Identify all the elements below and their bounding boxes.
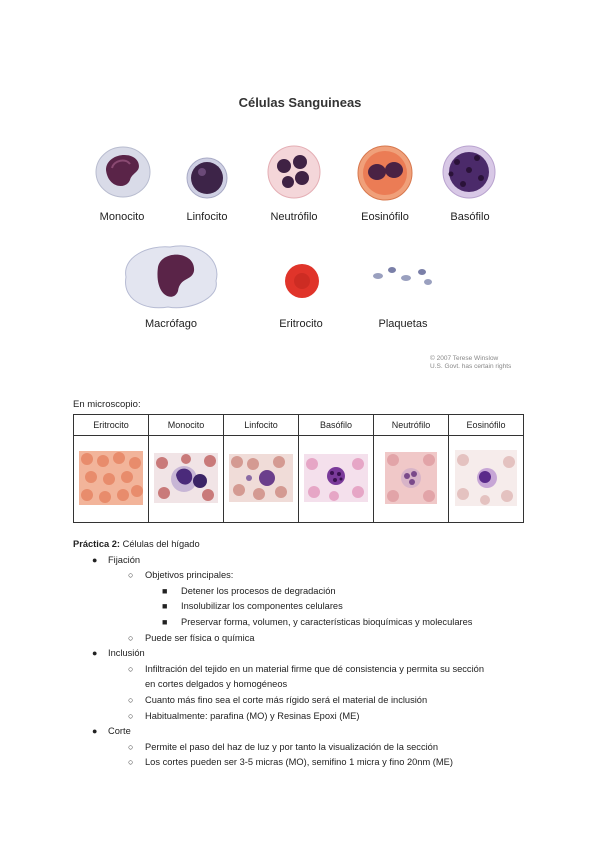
label-macrofago: Macrófago <box>145 318 197 330</box>
basophil-illustration <box>441 144 497 200</box>
header-monocito: Monocito <box>149 415 224 436</box>
list-item: ● Inclusión <box>73 646 543 662</box>
bullet-icon: ● <box>92 554 98 565</box>
micrograph-neutrofilo <box>374 436 449 523</box>
list-item: ○ Permite el paso del haz de luz y por tanto la visualización de la sección <box>73 740 543 756</box>
figure-title: Células Sanguineas <box>238 95 362 110</box>
label-linfocito: Linfocito <box>186 211 228 223</box>
bullet-icon: ● <box>92 726 98 737</box>
list-item-continuation: en cortes delgados y homogéneos <box>145 679 288 690</box>
eosinophil-illustration <box>356 144 414 202</box>
practice-title: Práctica 2: Células del hígado <box>73 539 200 549</box>
platelets-illustration <box>370 262 436 288</box>
circle-bullet-icon: ○ <box>128 663 134 674</box>
list-item: ■ Detener los procesos de degradación <box>73 584 543 600</box>
macrophage-illustration <box>118 237 224 313</box>
square-bullet-icon: ■ <box>162 616 168 627</box>
erythrocyte-illustration <box>284 263 320 299</box>
monocyte-illustration <box>92 142 154 200</box>
circle-bullet-icon: ○ <box>128 710 134 721</box>
list-item: ○ Puede ser física o química <box>73 631 543 647</box>
list-item: ■ Preservar forma, volumen, y características bioquímicas y moleculares <box>73 615 543 631</box>
microscope-intro: En microscopio: <box>73 399 141 410</box>
label-plaquetas: Plaquetas <box>378 318 428 330</box>
list-item: ○ Infiltración del tejido en un material firme que dé consistencia y permita su sección <box>73 662 543 678</box>
table-image-row <box>74 436 524 523</box>
microscope-table <box>73 414 524 523</box>
micrograph-linfocito <box>224 436 299 523</box>
label-eritrocito: Eritrocito <box>279 318 323 330</box>
header-neutrofilo: Neutrófilo <box>374 415 449 436</box>
header-basofilo: Basófilo <box>299 415 374 436</box>
image-credit: © 2007 Terese Winslow U.S. Govt. has certain rights <box>430 355 512 370</box>
circle-bullet-icon: ○ <box>128 632 134 643</box>
header-eosinofilo: Eosinófilo <box>449 415 524 436</box>
neutrophil-illustration <box>266 144 322 200</box>
list-item: ○ Habitualmente: parafina (MO) y Resinas Epoxi (ME) <box>73 709 543 725</box>
square-bullet-icon: ■ <box>162 585 168 596</box>
list-item: ○ Cuanto más fino sea el corte más rígido será el material de inclusión <box>73 693 543 709</box>
micrograph-eritrocito <box>74 436 149 523</box>
square-bullet-icon: ■ <box>162 601 168 612</box>
list-item: ■ Insolubilizar los componentes celulares <box>73 599 543 615</box>
header-linfocito: Linfocito <box>224 415 299 436</box>
label-monocito: Monocito <box>99 211 145 223</box>
label-basofilo: Basófilo <box>450 211 490 223</box>
circle-bullet-icon: ○ <box>128 694 134 705</box>
list-item: ○ Los cortes pueden ser 3-5 micras (MO), semifino 1 micra y fino 20nm (ME) <box>73 755 543 771</box>
label-neutrofilo: Neutrófilo <box>270 211 318 223</box>
micrograph-basofilo <box>299 436 374 523</box>
list-item: ● Fijación <box>73 553 543 569</box>
lymphocyte-illustration <box>185 156 229 200</box>
micrograph-monocito <box>149 436 224 523</box>
circle-bullet-icon: ○ <box>128 570 134 581</box>
list-item: ● Corte <box>73 724 543 740</box>
practice-section <box>73 537 543 771</box>
circle-bullet-icon: ○ <box>128 741 134 752</box>
table-header-row <box>74 415 524 436</box>
circle-bullet-icon: ○ <box>128 757 134 768</box>
list-item: ○ Objetivos principales: <box>73 568 543 584</box>
micrograph-eosinofilo <box>449 436 524 523</box>
label-eosinofilo: Eosinófilo <box>361 211 409 223</box>
bullet-icon: ● <box>92 648 98 659</box>
header-eritrocito: Eritrocito <box>74 415 149 436</box>
